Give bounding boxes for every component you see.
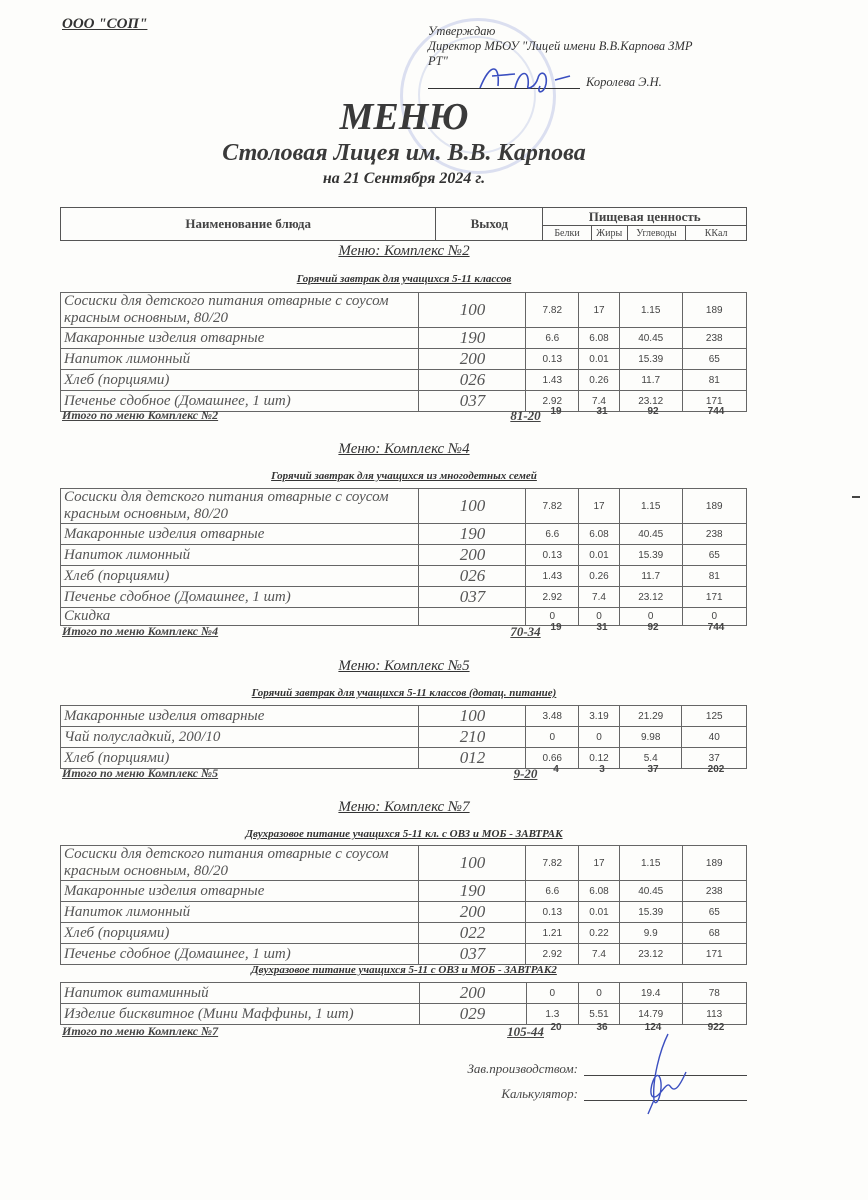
director-signature-icon — [470, 58, 580, 98]
col-dish-name: Наименование блюда — [61, 208, 436, 241]
table-row: Макаронные изделия отварные 190 6.6 6.08 40.45 238 — [61, 881, 747, 902]
director-name: Королева Э.Н. — [586, 75, 662, 89]
organization-name: ООО "СОП" — [62, 16, 148, 32]
total-proteins: 19 — [550, 622, 562, 633]
table-row: Сосиски для детского питания отварные с соусом красным основным, 80/20 100 7.82 17 1.15 189 — [61, 293, 747, 328]
table-row: Хлеб (порциями) 026 1.43 0.26 11.7 81 — [61, 370, 747, 391]
production-head-label: Зав.производством: — [467, 1061, 578, 1076]
total-fats: 36 — [596, 1022, 608, 1033]
total-price: 70-34 — [510, 624, 541, 639]
menu-table-complex-2 — [60, 292, 747, 412]
col-fats: Жиры — [591, 226, 627, 241]
total-row-complex-5 — [60, 766, 747, 782]
section-title: Меню: Комплекс №4 — [338, 441, 470, 457]
section-subtitle: Горячий завтрак для учащихся 5-11 классов — [296, 273, 512, 285]
total-kcal: 744 — [707, 406, 725, 417]
menu-date: на 21 Сентября 2024 г. — [322, 170, 486, 187]
table-row: Напиток лимонный 200 0.13 0.01 15.39 65 — [61, 545, 747, 566]
section-title: Меню: Комплекс №2 — [338, 243, 470, 259]
total-label: Итого по меню Комплекс №7 — [62, 1024, 219, 1038]
col-carbs: Углеводы — [627, 226, 686, 241]
approval-line-3: РТ" — [428, 54, 448, 68]
total-kcal: 202 — [707, 764, 725, 775]
total-proteins: 4 — [553, 764, 559, 775]
col-proteins: Белки — [543, 226, 591, 241]
total-price: 9-20 — [513, 766, 538, 781]
table-row: Печенье сдобное (Домашнее, 1 шт) 037 2.92 7.4 23.12 171 — [61, 391, 747, 412]
section-title: Меню: Комплекс №5 — [338, 658, 470, 674]
table-row: Хлеб (порциями) 026 1.43 0.26 11.7 81 — [61, 566, 747, 587]
section-subtitle-2: Двухразовое питание учащихся 5-11 с ОВЗ и МОБ - ЗАВТРАК2 — [251, 964, 557, 976]
table-row: Печенье сдобное (Домашнее, 1 шт) 037 2.92 7.4 23.12 171 — [61, 944, 747, 965]
table-row: Хлеб (порциями) 012 0.66 0.12 5.4 37 — [61, 748, 747, 769]
section-title: Меню: Комплекс №7 — [338, 799, 470, 815]
table-header — [60, 207, 747, 241]
total-row-complex-2 — [60, 408, 747, 424]
menu-table-complex-4 — [60, 488, 747, 626]
canteen-name: Столовая Лицея им. В.В. Карпова — [222, 140, 586, 166]
total-label: Итого по меню Комплекс №2 — [62, 408, 219, 422]
menu-table-complex-7-part-2 — [60, 982, 747, 1025]
table-row: Изделие бисквитное (Мини Маффины, 1 шт) 029 1.3 5.51 14.79 113 — [61, 1004, 747, 1025]
total-kcal: 744 — [707, 622, 725, 633]
col-nutrition: Пищевая ценность — [543, 208, 747, 226]
total-carbs: 37 — [647, 764, 659, 775]
total-fats: 31 — [596, 622, 608, 633]
total-label: Итого по меню Комплекс №4 — [62, 624, 219, 638]
table-row: Сосиски для детского питания отварные с соусом красным основным, 80/20 100 7.82 17 1.15 189 — [61, 489, 747, 524]
col-output: Выход — [436, 208, 543, 241]
approval-line-1: Утверждаю — [428, 24, 496, 38]
total-label: Итого по меню Комплекс №5 — [62, 766, 219, 780]
calculator-label: Калькулятор: — [501, 1086, 578, 1101]
table-row: Напиток витаминный 200 0 0 19.4 78 — [61, 983, 747, 1004]
table-row: Скидка 0 0 0 0 — [61, 608, 747, 626]
total-fats: 31 — [596, 406, 608, 417]
total-row-complex-4 — [60, 624, 747, 640]
table-row: Макаронные изделия отварные 100 3.48 3.19 21.29 125 — [61, 706, 747, 727]
total-carbs: 92 — [647, 406, 659, 417]
table-row: Макаронные изделия отварные 190 6.6 6.08 40.45 238 — [61, 328, 747, 349]
signature-icon — [630, 1030, 700, 1115]
section-subtitle: Горячий завтрак для учащихся 5-11 классов (дотац. питание) — [251, 687, 557, 699]
table-row: Сосиски для детского питания отварные с соусом красным основным, 80/20 100 7.82 17 1.15 189 — [61, 846, 747, 881]
total-price: 81-20 — [510, 408, 541, 423]
table-row: Хлеб (порциями) 022 1.21 0.22 9.9 68 — [61, 923, 747, 944]
section-subtitle: Двухразовое питание учащихся 5-11 кл. с ОВЗ и МОБ - ЗАВТРАК — [245, 828, 563, 840]
menu-table-complex-5 — [60, 705, 747, 769]
scan-margin-mark — [852, 496, 860, 498]
table-row: Напиток лимонный 200 0.13 0.01 15.39 65 — [61, 349, 747, 370]
page-title: МЕНЮ — [339, 96, 469, 138]
approval-line-2: Директор МБОУ "Лицей имени В.В.Карпова ЗМР — [428, 39, 693, 53]
section-subtitle: Горячий завтрак для учащихся из многодетных семей — [271, 470, 537, 482]
total-carbs: 124 — [644, 1022, 662, 1033]
total-kcal: 922 — [707, 1022, 725, 1033]
menu-table-complex-7 — [60, 845, 747, 965]
table-row: Напиток лимонный 200 0.13 0.01 15.39 65 — [61, 902, 747, 923]
table-row: Макаронные изделия отварные 190 6.6 6.08 40.45 238 — [61, 524, 747, 545]
table-row: Печенье сдобное (Домашнее, 1 шт) 037 2.92 7.4 23.12 171 — [61, 587, 747, 608]
total-proteins: 20 — [550, 1022, 562, 1033]
col-kcal: ККал — [686, 226, 747, 241]
total-fats: 3 — [599, 764, 605, 775]
table-row: Чай полусладкий, 200/10 210 0 0 9.98 40 — [61, 727, 747, 748]
total-proteins: 19 — [550, 406, 562, 417]
total-price: 105-44 — [507, 1024, 544, 1039]
total-carbs: 92 — [647, 622, 659, 633]
